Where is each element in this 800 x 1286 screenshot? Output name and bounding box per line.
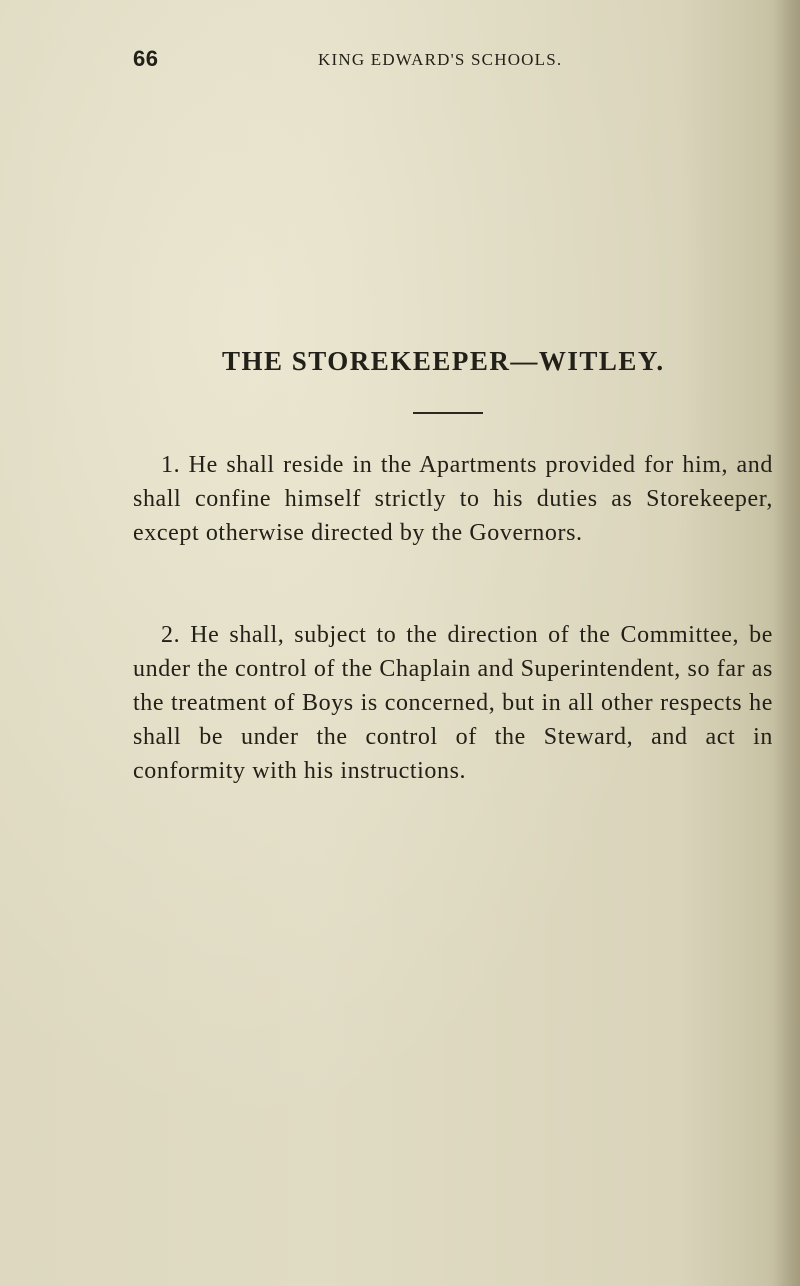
paragraph-1: 1. He shall reside in the Apartments provided for him, and shall confine himself strictly to his duties as Storekeeper, except otherwise directed by the Governors. [133,452,773,546]
title-rule-divider [413,412,483,414]
section-title: THE STOREKEEPER—WITLEY. [222,346,665,376]
page-number: 66 [133,46,159,71]
running-head: KING EDWARD'S SCHOOLS. [318,50,563,69]
page-edge-shadow [774,0,800,1286]
paragraph-2: 2. He shall, subject to the direction of the Committee, be under the control of the Chaplain and Superintendent, so far as the treatment of Boys is concerned, but in all other respects he shall be under the control of the Steward, and act in conformity with his instructions. [133,622,773,784]
